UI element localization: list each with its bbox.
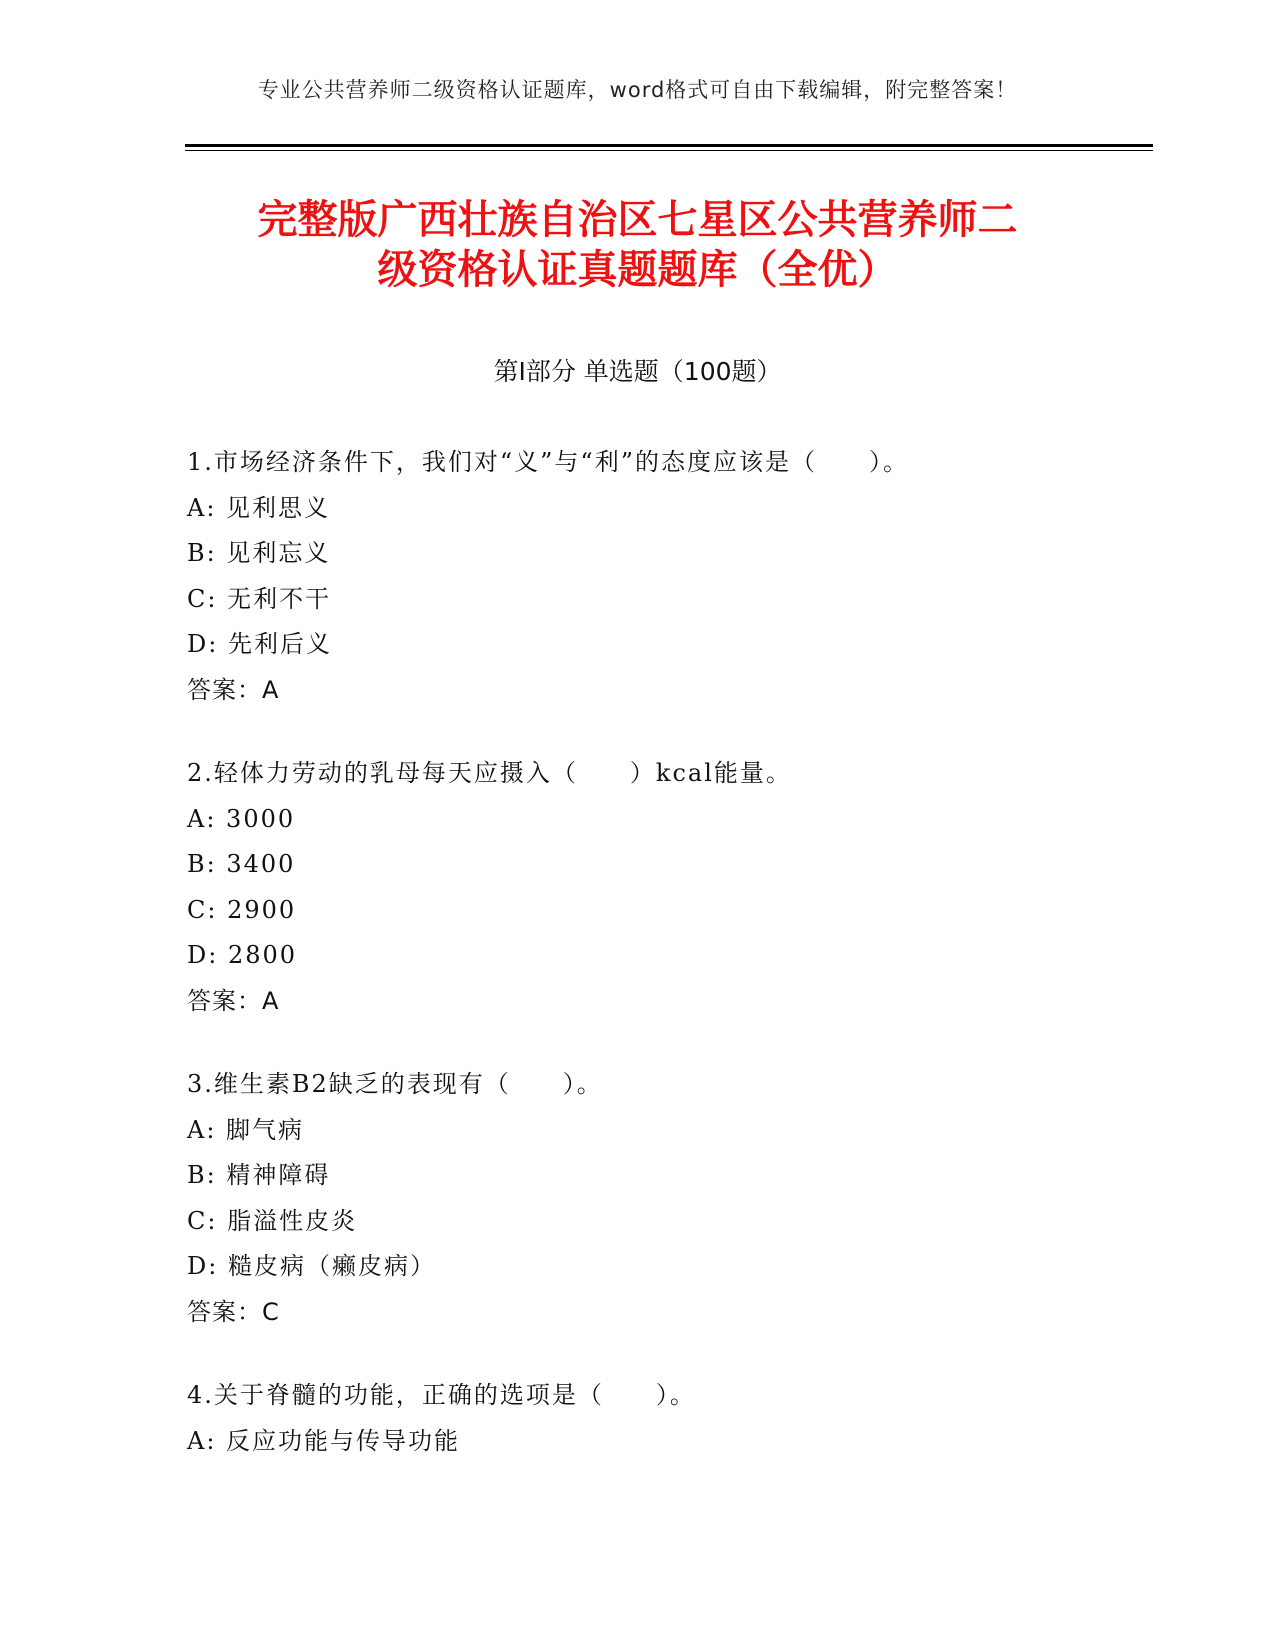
header-rule-thin [185,150,1153,151]
header-rule-thick [185,144,1153,147]
answer: 答案：C [187,1297,280,1326]
option-d: D: 糙皮病（癞皮病） [187,1252,436,1280]
option-a: A: 见利思义 [187,493,331,522]
question-3 [187,1062,1147,1335]
option-b: B: 精神障碍 [187,1161,331,1189]
header-note: 专业公共营养师二级资格认证题库，word格式可自由下载编辑，附完整答案！ [257,78,1018,102]
document-title [185,195,1090,295]
section-title: 第Ⅰ部分 单选题（100题） [493,357,782,386]
option-c: C: 2900 [187,895,297,924]
question-4 [187,1373,1147,1464]
option-b: B: 3400 [187,850,296,878]
question-stem: 1.市场经济条件下，我们对“义”与“利”的态度应该是（ ）。 [187,448,909,476]
answer: 答案：A [187,675,280,704]
question-2 [187,751,1147,1024]
question-stem: 4.关于脊髓的功能，正确的选项是（ ）。 [187,1381,696,1409]
option-d: D: 先利后义 [187,630,332,658]
option-d: D: 2800 [187,941,298,969]
option-c: C: 无利不干 [187,584,332,613]
document-title-line-1: 完整版广西壮族自治区七星区公共营养师二 [257,197,1018,243]
option-a: A: 脚气病 [187,1115,305,1144]
option-a: A: 3000 [187,804,296,833]
option-c: C: 脂溢性皮炎 [187,1206,358,1235]
question-stem: 2.轻体力劳动的乳母每天应摄入（ ）kcal能量。 [187,759,792,787]
document-title-line-2: 级资格认证真题题库（全优） [377,247,898,293]
question-list [187,440,1147,1502]
question-1 [187,440,1147,713]
option-a: A: 反应功能与传导功能 [187,1426,461,1455]
answer: 答案：A [187,986,280,1015]
option-b: B: 见利忘义 [187,539,331,567]
question-stem: 3.维生素B2缺乏的表现有（ ）。 [187,1070,603,1098]
